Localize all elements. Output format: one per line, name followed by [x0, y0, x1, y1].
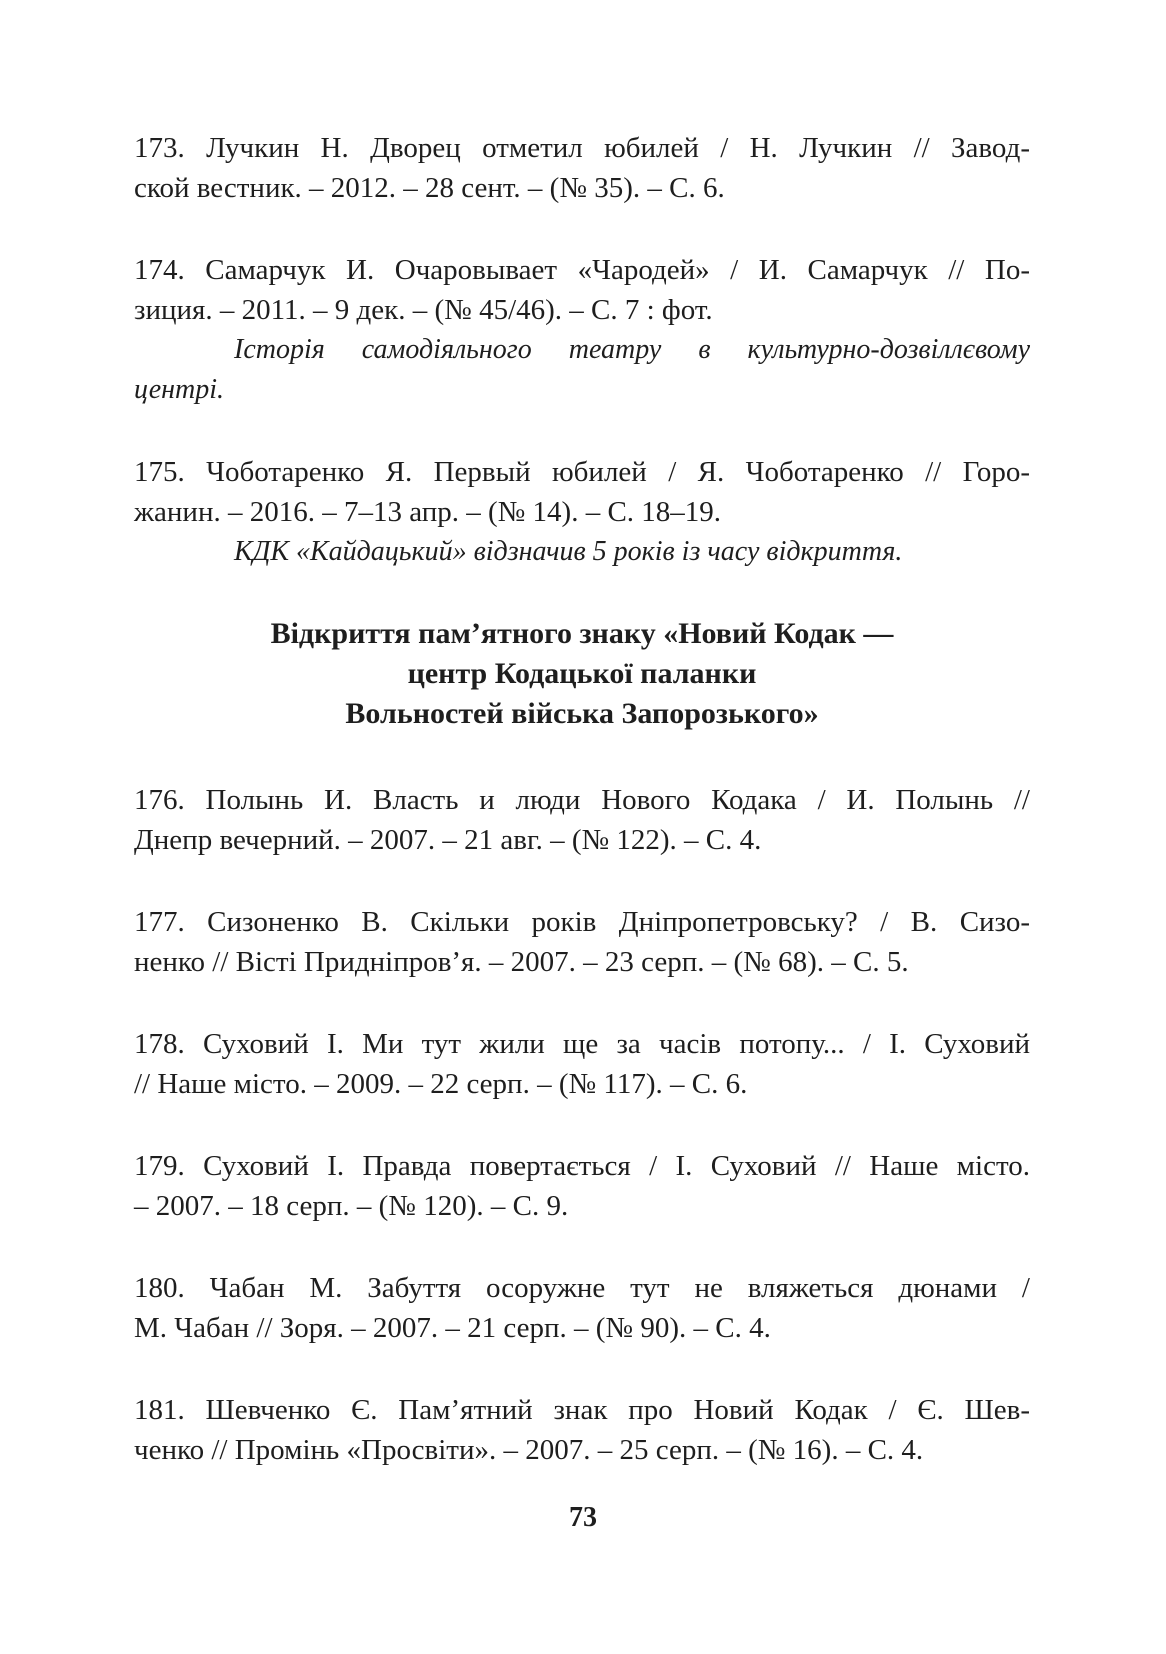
- entry-line: 180. Чабан М. Забуття осоружне тут не вляжеться дюнами /: [134, 1272, 1030, 1304]
- bibliography-entry-180: [134, 1268, 1030, 1348]
- entry-annotation: [134, 532, 1030, 572]
- entry-line: // Наше місто. – 2009. – 22 серп. – (№ 117). – С. 6.: [134, 1068, 748, 1100]
- entry-line: зиция. – 2011. – 9 дек. – (№ 45/46). – С. 7 : фот.: [134, 294, 713, 326]
- bibliography-entry-174: [134, 250, 1030, 410]
- bibliography-entry-181: [134, 1390, 1030, 1470]
- entry-line: ской вестник. – 2012. – 28 сент. – (№ 35). – С. 6.: [134, 172, 725, 204]
- entry-line: 175. Чоботаренко Я. Первый юбилей / Я. Чоботаренко // Горо-: [134, 456, 1030, 488]
- entry-line: 179. Суховий І. Правда повертається / І. Суховий // Наше місто.: [134, 1150, 1030, 1182]
- entry-line: 176. Полынь И. Власть и люди Нового Кодака / И. Полынь //: [134, 784, 1030, 816]
- annotation-line: центрі.: [134, 374, 225, 405]
- entry-line: 173. Лучкин Н. Дворец отметил юбилей / Н. Лучкин // Завод-: [134, 132, 1030, 164]
- entry-line: жанин. – 2016. – 7–13 апр. – (№ 14). – С. 18–19.: [134, 496, 722, 528]
- section-heading-line: Вольностей війська Запорозького»: [345, 697, 819, 730]
- entry-line: 174. Самарчук И. Очаровывает «Чародей» / И. Самарчук // По-: [134, 254, 1030, 286]
- entry-line: ченко // Промінь «Просвіти». – 2007. – 25 серп. – (№ 16). – С. 4.: [134, 1434, 924, 1466]
- page-body: [134, 128, 1030, 1512]
- bibliography-entry-179: [134, 1146, 1030, 1226]
- section-heading-line: Відкриття пам’ятного знаку «Новий Кодак —: [270, 617, 894, 650]
- entry-line: 178. Суховий І. Ми тут жили ще за часів потопу... / І. Суховий: [134, 1028, 1030, 1060]
- bibliography-entry-176: [134, 780, 1030, 860]
- entry-line: 177. Сизоненко В. Скільки років Дніпропетровську? / В. Сизо-: [134, 906, 1030, 938]
- annotation-line: Історія самодіяльного театру в культурно-дозвіллєвому: [234, 334, 1030, 365]
- page-number: 73: [569, 1502, 597, 1533]
- section-heading-line: центр Кодацької паланки: [407, 657, 757, 690]
- entry-line: Днепр вечерний. – 2007. – 21 авг. – (№ 122). – С. 4.: [134, 824, 762, 856]
- entry-annotation: [134, 330, 1030, 410]
- entry-line: 181. Шевченко Є. Пам’ятний знак про Новий Кодак / Є. Шев-: [134, 1394, 1030, 1426]
- annotation-line: КДК «Кайдацький» відзначив 5 років із часу відкриття.: [234, 536, 903, 567]
- bibliography-entry-173: [134, 128, 1030, 208]
- entry-line: ненко // Вісті Придніпров’я. – 2007. – 23 серп. – (№ 68). – С. 5.: [134, 946, 909, 978]
- bibliography-entry-177: [134, 902, 1030, 982]
- entry-line: М. Чабан // Зоря. – 2007. – 21 серп. – (№ 90). – С. 4.: [134, 1312, 771, 1344]
- bibliography-entry-178: [134, 1024, 1030, 1104]
- bibliography-entry-175: [134, 452, 1030, 572]
- entry-line: – 2007. – 18 серп. – (№ 120). – С. 9.: [134, 1190, 569, 1222]
- section-heading: [134, 614, 1030, 734]
